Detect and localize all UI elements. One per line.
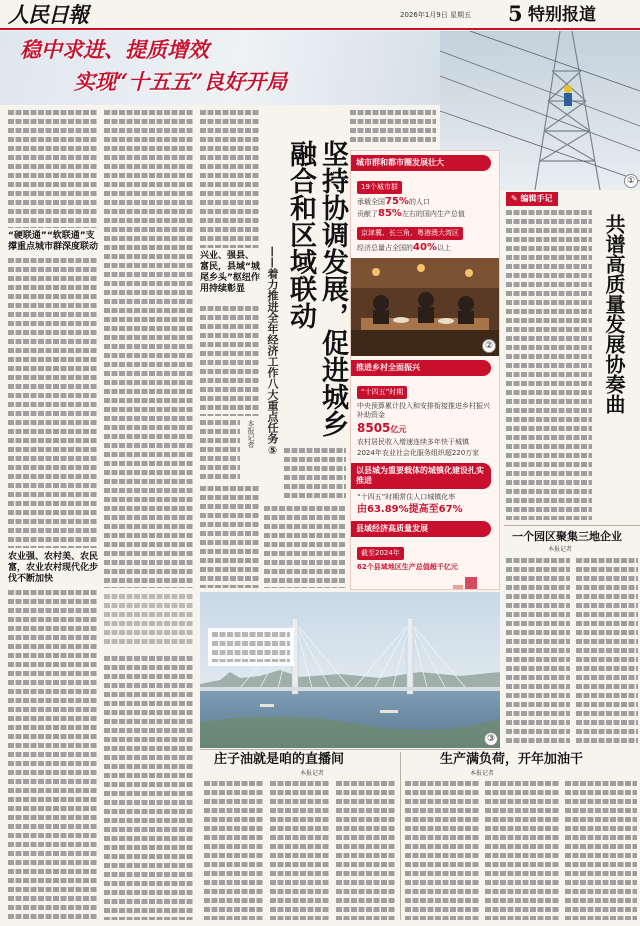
body-text-block	[8, 590, 98, 920]
body-text-block	[270, 781, 330, 920]
worker-figure	[564, 85, 572, 106]
ig-rural-funding-label: 中央预算累计投入和安排衔接推进乡村振兴补助资金	[357, 402, 490, 419]
ig-number: 85%	[378, 208, 402, 219]
editor-note-tag	[506, 192, 558, 206]
ig-regions: 京津冀、长三角、粤港澳大湾区	[357, 227, 463, 240]
ig-rural-period: “十四五”时期	[357, 386, 407, 399]
photo-restaurant-wrap	[351, 258, 499, 356]
ig-urbanization-label: “十四五”时期常住人口城镇化率	[357, 493, 456, 501]
issue-date: 2026年1月9日 星期五	[400, 11, 471, 19]
story-livestream-title: 庄子油就是咱的直播间	[214, 752, 345, 767]
photo-marker-2: ②	[482, 339, 496, 353]
ig-number: 40%	[413, 242, 437, 253]
body-text-block	[264, 506, 346, 588]
ig-unit: 亿元	[390, 425, 407, 434]
infographic-panel	[350, 150, 500, 590]
ig-urbanization-title: 以县城为重要载体的城镇化建设扎实推进	[351, 463, 491, 489]
page-number: 5	[508, 1, 523, 26]
lead-byline: 本报记者	[247, 420, 255, 448]
body-text-block	[506, 558, 570, 746]
body-text-block	[200, 306, 260, 416]
banner-line-1: 稳中求进、提质增效	[20, 37, 209, 62]
body-text-block	[8, 258, 98, 548]
body-text-block	[485, 781, 559, 920]
body-text-block	[576, 558, 638, 746]
masthead-logo: 人民日報	[8, 2, 88, 27]
photo-caption-block	[104, 594, 194, 648]
story-divider	[400, 752, 401, 920]
body-text-block	[200, 486, 260, 588]
ig-regions-share-row	[351, 242, 499, 254]
story-park-title: 一个园区聚集三地企业	[512, 530, 622, 543]
masthead-rule	[0, 28, 640, 30]
body-text-block	[565, 781, 637, 920]
ig-text: 以上	[436, 244, 451, 252]
bottom-divider	[200, 749, 500, 750]
ig-county-value: 62个县域地区生产总值超千亿元	[357, 563, 458, 571]
body-text-block	[200, 420, 240, 482]
lead-headline: 坚持协调发展，促进城乡融合和区域联动	[285, 140, 348, 437]
body-text-block	[284, 448, 346, 500]
ig-number: 8505	[357, 421, 391, 435]
ig-rural-title: 推进乡村全面振兴	[351, 360, 491, 376]
ig-text: 的人口	[408, 198, 430, 206]
ig-population-row	[351, 196, 499, 208]
credits-text-block	[212, 632, 290, 662]
subhead-county-hub: 兴业、强县、富民，县域“城尾乡头”枢纽作用持续彰显	[200, 251, 260, 294]
body-text-block	[104, 656, 194, 920]
photo-marker-1: ①	[624, 174, 638, 188]
ig-county-as-of: 截至2024年	[357, 547, 404, 560]
body-text-block	[405, 781, 479, 920]
photo-bridge	[200, 592, 500, 748]
story-production-byline: 本报记者	[470, 770, 495, 777]
ig-text: 承载全国	[357, 198, 385, 206]
ig-rural-funding-value	[351, 421, 499, 437]
ig-county-title: 县域经济高质量发展	[351, 521, 491, 537]
editor-note-tag-label: 编辑手记	[520, 194, 553, 203]
page-credits-box	[208, 628, 294, 666]
bridge-deck	[200, 687, 500, 691]
body-text-block	[8, 110, 98, 228]
story-park-byline: 本报记者	[548, 546, 573, 553]
top-banner	[0, 31, 440, 105]
subhead-hard-soft-connectivity: “硬联通”“软联通”支撑重点城市群深度联动	[8, 231, 99, 252]
building-icon	[451, 575, 491, 590]
column-divider	[504, 525, 640, 526]
ig-number: 75%	[385, 196, 409, 207]
body-text-block	[350, 110, 436, 146]
ig-text: 贡献了	[357, 210, 378, 218]
ig-rural-income: 农村居民收入增速连续多年快于城镇	[357, 438, 469, 446]
ig-city-cluster-count: 19个城市群	[357, 181, 402, 194]
banner-line-2: 实现“十五五”良好开局	[74, 69, 288, 94]
photo-restaurant	[351, 258, 499, 356]
ig-text: 左右的国内生产总值	[401, 210, 465, 218]
body-text-block	[200, 110, 260, 248]
story-livestream-byline: 本报记者	[300, 770, 325, 777]
ig-city-clusters-title: 城市群和都市圈发展壮大	[351, 155, 491, 171]
lead-subtitle: ——着力推进全年经济工作八大重点任务⑤	[266, 246, 279, 457]
ig-rural-services: 2024年农业社会化服务组织超220万家	[357, 449, 480, 457]
subhead-agriculture-modernization: 农业强、农村美、农民富，农业农村现代化步伐不断加快	[8, 552, 99, 584]
ig-urbanization-value: 由63.89%提高至67%	[357, 504, 463, 515]
ig-text: 经济总量占全国的	[357, 244, 413, 252]
ig-gdp-row	[351, 208, 499, 220]
body-text-block	[104, 110, 194, 588]
body-text-block	[204, 781, 264, 920]
photo-marker-3: ③	[484, 732, 498, 746]
story-production-title: 生产满负荷，开年加油干	[440, 752, 584, 767]
section-name: 特别报道	[528, 5, 596, 25]
editor-note-title: 共谱高质量发展协奏曲	[602, 214, 626, 414]
body-text-block	[336, 781, 396, 920]
pen-icon: ✎	[511, 194, 518, 203]
body-text-block	[506, 210, 592, 520]
